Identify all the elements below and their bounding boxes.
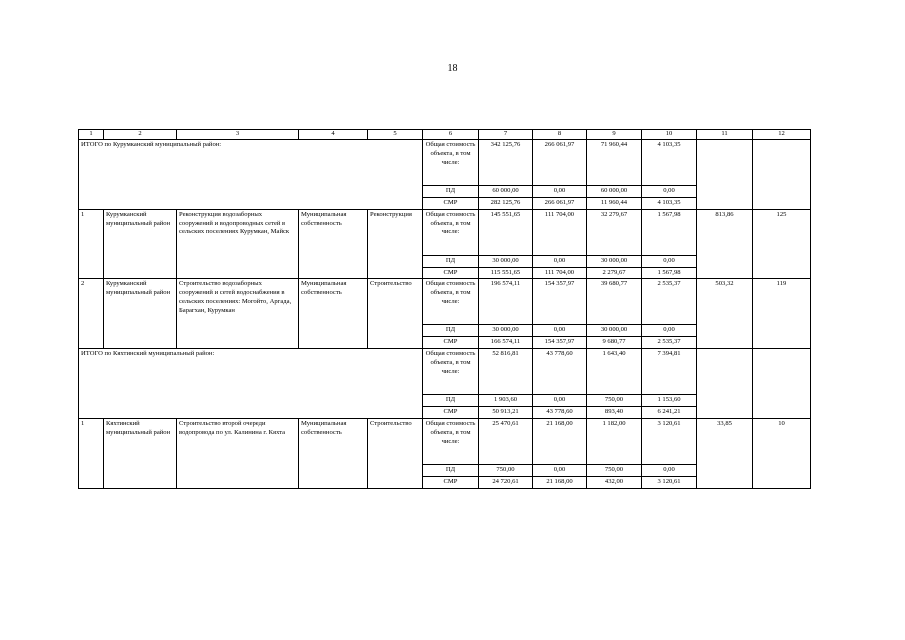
value-cell: 342 125,76 [479,139,533,185]
value-cell: 30 000,00 [587,255,642,267]
value-cell: 266 061,97 [533,197,587,209]
value-cell: 0,00 [533,255,587,267]
object-number: 1 [79,209,104,279]
cost-type: Общая стоимость объекта, в том числе: [423,349,479,395]
header-cell: 8 [533,130,587,140]
capacity-cell: 813,86 [697,209,753,279]
object-ownership: Муниципальная собственность [299,419,368,489]
capacity-cell: 33,85 [697,419,753,489]
object-number: 1 [79,419,104,489]
value-cell: 893,40 [587,407,642,419]
object-number: 2 [79,279,104,349]
value-cell: 39 680,77 [587,279,642,325]
value-cell: 154 357,97 [533,279,587,325]
value-cell: 1 153,60 [642,395,697,407]
object-ownership: Муниципальная собственность [299,209,368,279]
value-cell: 145 551,65 [479,209,533,255]
value-cell: 32 279,67 [587,209,642,255]
value-cell: 11 960,44 [587,197,642,209]
header-cell: 12 [753,130,811,140]
cost-type: СМР [423,476,479,488]
header-cell: 11 [697,130,753,140]
value-cell: 750,00 [587,465,642,477]
value-cell: 1 567,98 [642,209,697,255]
cost-type: СМР [423,197,479,209]
count-cell: 10 [753,419,811,489]
value-cell: 0,00 [642,325,697,337]
object-work-type: Строительство [368,279,423,349]
object-row [79,209,811,255]
header-cell: 9 [587,130,642,140]
value-cell: 24 720,61 [479,476,533,488]
value-cell: 0,00 [533,395,587,407]
value-cell: 30 000,00 [479,255,533,267]
cost-type: Общая стоимость объекта, в том числе: [423,139,479,185]
value-cell: 43 778,60 [533,407,587,419]
cost-type: СМР [423,337,479,349]
empty-cell [697,349,753,419]
cost-type: Общая стоимость объекта, в том числе: [423,419,479,465]
cost-type: ПД [423,325,479,337]
total-row [79,349,811,395]
value-cell: 9 680,77 [587,337,642,349]
page-number: 18 [447,63,458,74]
object-work-type: Строительство [368,419,423,489]
empty-cell [753,139,811,209]
header-cell: 2 [104,130,177,140]
value-cell: 0,00 [642,185,697,197]
value-cell: 1 903,60 [479,395,533,407]
value-cell: 196 574,11 [479,279,533,325]
value-cell: 432,00 [587,476,642,488]
object-name: Строительство второй очереди водопровода по ул. Калинина г. Кяхта [177,419,299,489]
object-name: Реконструкция водозаборных сооружений и водопроводных сетей в сельских поселениях Курумкан, Майск [177,209,299,279]
header-cell: 3 [177,130,299,140]
value-cell: 50 913,21 [479,407,533,419]
object-district: Курумканский муниципальный район [104,279,177,349]
value-cell: 43 778,60 [533,349,587,395]
value-cell: 21 168,00 [533,419,587,465]
cost-type: СМР [423,407,479,419]
value-cell: 4 103,35 [642,197,697,209]
total-label: ИТОГО по Курумканский муниципальный район: [79,139,423,209]
value-cell: 166 574,11 [479,337,533,349]
investment-table [78,129,811,489]
object-row [79,279,811,325]
value-cell: 3 120,61 [642,419,697,465]
value-cell: 3 120,61 [642,476,697,488]
object-district: Курумканский муниципальный район [104,209,177,279]
header-cell: 6 [423,130,479,140]
value-cell: 2 535,37 [642,337,697,349]
value-cell: 154 357,97 [533,337,587,349]
value-cell: 282 125,76 [479,197,533,209]
value-cell: 2 279,67 [587,267,642,279]
value-cell: 6 241,21 [642,407,697,419]
cost-type: ПД [423,255,479,267]
value-cell: 2 535,37 [642,279,697,325]
value-cell: 111 704,00 [533,209,587,255]
value-cell: 750,00 [479,465,533,477]
value-cell: 1 182,00 [587,419,642,465]
value-cell: 25 470,61 [479,419,533,465]
object-ownership: Муниципальная собственность [299,279,368,349]
cost-type: Общая стоимость объекта, в том числе: [423,209,479,255]
value-cell: 52 816,81 [479,349,533,395]
value-cell: 0,00 [533,465,587,477]
cost-type: ПД [423,395,479,407]
empty-cell [697,139,753,209]
header-cell: 4 [299,130,368,140]
value-cell: 30 000,00 [587,325,642,337]
object-row [79,419,811,465]
object-name: Строительство водозаборных сооружений и сетей водоснабжения в сельских поселениях: Могойто, Аргада, Барагхан, Курумкан [177,279,299,349]
value-cell: 266 061,97 [533,139,587,185]
value-cell: 7 394,81 [642,349,697,395]
header-cell: 1 [79,130,104,140]
empty-cell [753,349,811,419]
value-cell: 71 960,44 [587,139,642,185]
count-cell: 119 [753,279,811,349]
value-cell: 60 000,00 [479,185,533,197]
capacity-cell: 503,32 [697,279,753,349]
header-cell: 5 [368,130,423,140]
value-cell: 1 567,98 [642,267,697,279]
value-cell: 21 168,00 [533,476,587,488]
count-cell: 125 [753,209,811,279]
value-cell: 0,00 [642,255,697,267]
object-district: Кяхтинский муниципальный район [104,419,177,489]
cost-type: ПД [423,185,479,197]
value-cell: 0,00 [642,465,697,477]
value-cell: 115 551,65 [479,267,533,279]
total-row [79,139,811,185]
total-label: ИТОГО по Кяхтинский муниципальный район: [79,349,423,419]
value-cell: 750,00 [587,395,642,407]
header-cell: 7 [479,130,533,140]
value-cell: 30 000,00 [479,325,533,337]
value-cell: 0,00 [533,185,587,197]
header-cell: 10 [642,130,697,140]
value-cell: 0,00 [533,325,587,337]
cost-type: Общая стоимость объекта, в том числе: [423,279,479,325]
value-cell: 4 103,35 [642,139,697,185]
value-cell: 1 643,40 [587,349,642,395]
object-work-type: Реконструкция [368,209,423,279]
cost-type: СМР [423,267,479,279]
cost-type: ПД [423,465,479,477]
header-row [79,130,811,140]
value-cell: 60 000,00 [587,185,642,197]
value-cell: 111 704,00 [533,267,587,279]
